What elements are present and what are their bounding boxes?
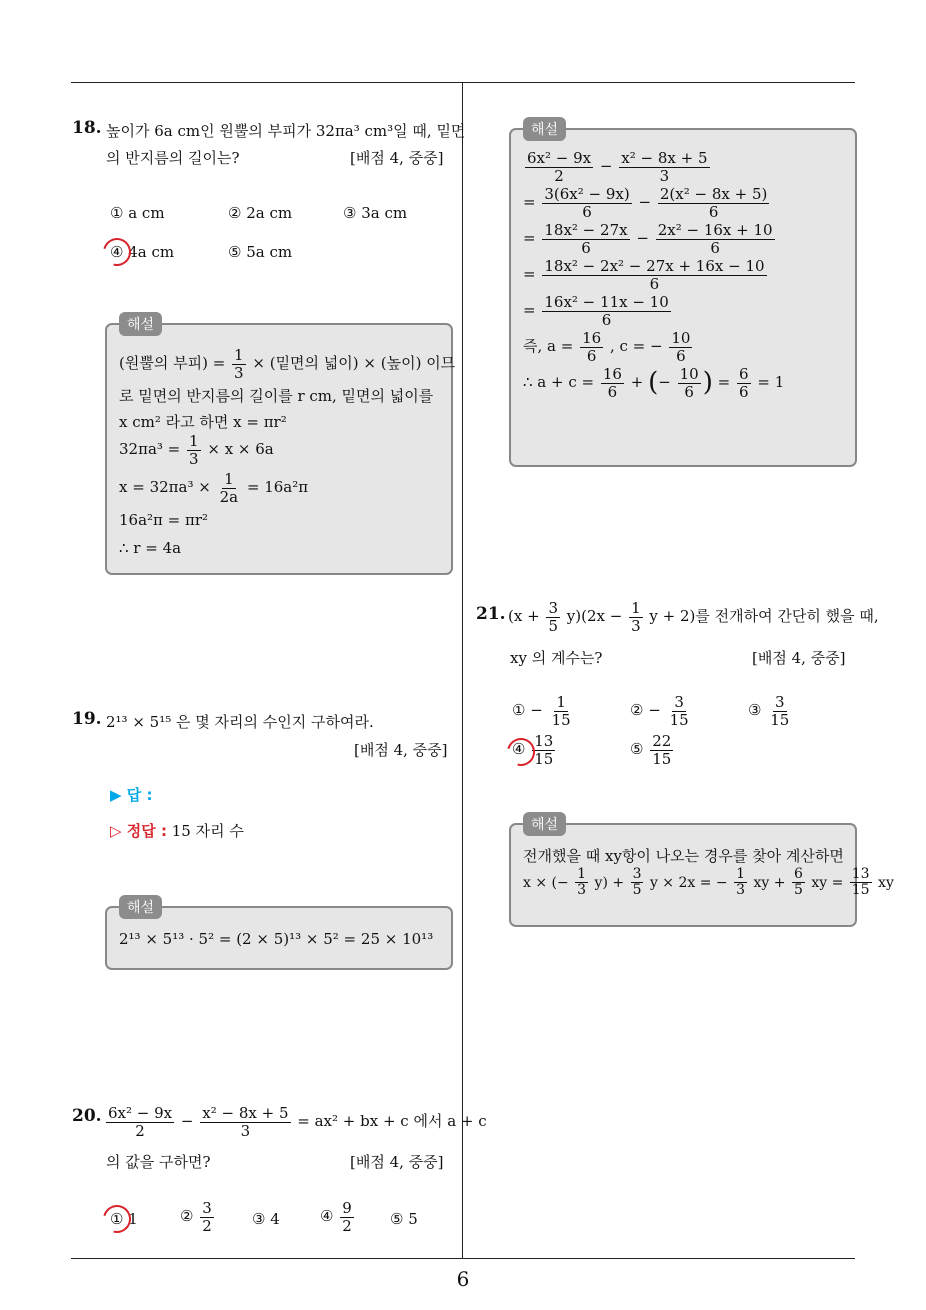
fraction: $\frac{3}{15}$ [770, 693, 790, 729]
top-rule [71, 82, 855, 83]
q18-choice-4[interactable]: ④ 4a cm [110, 243, 175, 261]
fraction: $\frac{3}{5}$ [632, 866, 642, 899]
column-divider [462, 82, 463, 1258]
fraction: $\frac{1}{3}$ [631, 599, 641, 635]
fraction: $\frac{3}{5}$ [548, 599, 558, 635]
q21-choice-2[interactable]: ② − $\frac{3}{15}$ [630, 693, 689, 729]
q18-choice-3[interactable]: ③ 3a cm [343, 204, 408, 222]
fraction: $\frac{3}{15}$ [669, 693, 689, 729]
fraction: $\frac{3}{2}$ [202, 1199, 212, 1235]
fraction: $\frac{1}{3}$ [189, 432, 199, 468]
fraction: $\frac{6}{6}$ [739, 365, 749, 401]
page-number: 6 [456, 1267, 470, 1291]
q18-choice-5[interactable]: ⑤ 5a cm [228, 243, 293, 261]
fraction: $\frac{\text{2(x² − 8x + 5)}}{6}$ [659, 185, 768, 221]
fraction: $\frac{\text{2x² − 16x + 10}}{6}$ [657, 221, 773, 257]
fraction: $\frac{\text{6x² − 9x}}{2}$ [108, 1104, 173, 1140]
fraction: $\frac{6}{5}$ [793, 866, 803, 899]
fraction: $\frac{16}{6}$ [602, 365, 622, 401]
fraction: $\frac{\text{6x² − 9x}}{2}$ [527, 149, 592, 185]
q21-solution-box [509, 817, 894, 927]
q21-choice-5[interactable]: ⑤ $\frac{22}{15}$ [630, 732, 672, 768]
q19-correct-value: 15 자리 수 [171, 822, 244, 840]
q21-stem-line2: xy 의 계수는? [510, 649, 603, 667]
q18-sol-line2: 로 밑면의 반지름의 길이를 r cm, 밑면의 넓이를 [119, 387, 434, 405]
q19-solution-box [105, 900, 453, 970]
fraction: $\frac{22}{15}$ [652, 732, 672, 768]
q20-sol-line7: ∴ a + c = $\frac{16}{6}$ + (− $\frac{10}{6}$ ) = $\frac{6}{6}$ = 1 [523, 365, 785, 401]
q18-sol-line7: ∴ r = 4a [119, 539, 182, 557]
q20-sol-line5: = $\frac{\text{16x² − 11x − 10}}{6}$ [523, 293, 669, 329]
fraction: $\frac{1}{3}$ [234, 346, 244, 382]
q19-sol-line1: 2¹³ × 5¹³ · 5² = (2 × 5)¹³ × 5² = 25 × 10¹³ [119, 930, 434, 948]
q18-number: 18. [72, 118, 102, 138]
q20-stem-line2: 의 값을 구하면? [106, 1153, 211, 1171]
q19-number: 19. [72, 709, 102, 729]
q18-sol-line1: (원뿔의 부피) = $\frac{1}{3}$ × (밑면의 넓이) × (높이) 이므 [119, 346, 456, 382]
q19-correct-label: ▷ 정답 : [110, 822, 167, 840]
q20-choice-1[interactable]: ① 1 [110, 1210, 138, 1228]
q20-sol-line1: $\frac{\text{6x² − 9x}}{2}$ − $\frac{\text{x² − 8x + 5}}{3}$ [527, 149, 708, 185]
fraction: $\frac{13}{15}$ [534, 732, 554, 768]
q21-stem-line1: (x + $\frac{3}{5}$ y)(2x − $\frac{1}{3}$ y + 2)를 전개하여 간단히 했을 때, [508, 599, 879, 635]
q19-solution-tag: 해설 [119, 895, 162, 919]
q20-choice-3[interactable]: ③ 4 [252, 1210, 280, 1228]
q18-choice-1[interactable]: ① a cm [110, 204, 165, 222]
fraction: $\frac{10}{6}$ [679, 365, 699, 401]
q18-stem-line1: 높이가 6a cm인 원뿔의 부피가 32πa³ cm³일 때, 밑면 [106, 122, 466, 140]
q21-choice-3[interactable]: ③ $\frac{3}{15}$ [748, 693, 790, 729]
q18-sol-line4: 32πa³ = $\frac{1}{3}$ × x × 6a [119, 432, 274, 468]
fraction: $\frac{10}{6}$ [671, 329, 691, 365]
q20-choice-4[interactable]: ④ $\frac{9}{2}$ [320, 1199, 352, 1235]
q21-solution-tag: 해설 [523, 812, 566, 836]
q20-answer-mark [98, 1200, 136, 1238]
q21-choice-4[interactable]: ④ $\frac{13}{15}$ [512, 732, 554, 768]
fraction: $\frac{\text{16x² − 11x − 10}}{6}$ [544, 293, 669, 329]
fraction: $\frac{\text{18x² − 2x² − 27x + 16x − 10}}{6}$ [544, 257, 765, 293]
q21-sol-line2: x × (− $\frac{1}{3}$ y) + $\frac{3}{5}$ y × 2x = − $\frac{1}{3}$ xy + $\frac{6}{5}$ xy = $\frac{13}{15}$ xy [523, 866, 894, 899]
q20-sol-line2: = $\frac{\text{3(6x² − 9x)}}{6}$ − $\frac{\text{2(x² − 8x + 5)}}{6}$ [523, 185, 768, 221]
q18-answer-mark [98, 233, 136, 271]
q18-points: [배점 4, 중중] [350, 149, 444, 167]
fraction: $\frac{1}{3}$ [736, 866, 746, 899]
fraction: $\frac{9}{2}$ [342, 1199, 352, 1235]
fraction: $\frac{\text{18x² − 27x}}{6}$ [544, 221, 628, 257]
q20-sol-line3: = $\frac{\text{18x² − 27x}}{6}$ − $\frac{\text{2x² − 16x + 10}}{6}$ [523, 221, 773, 257]
fraction: $\frac{13}{15}$ [851, 866, 870, 899]
q20-stem-line1: $\frac{\text{6x² − 9x}}{2}$ − $\frac{\text{x² − 8x + 5}}{3}$ = ax² + bx + c 에서 a + c [108, 1104, 487, 1140]
q20-solution-tag: 해설 [523, 117, 566, 141]
q19-answer-label: ▶ 답 : [110, 786, 153, 804]
q18-sol-line6: 16a²π = πr² [119, 511, 209, 529]
fraction: $\frac{\text{3(6x² − 9x)}}{6}$ [544, 185, 630, 221]
q19-points: [배점 4, 중중] [354, 741, 448, 759]
fraction: $\frac{1}{15}$ [551, 693, 571, 729]
q20-number: 20. [72, 1106, 102, 1126]
q18-sol-line5: x = 32πa³ × $\frac{1}{2a}$ = 16a²π [119, 470, 309, 506]
q18-solution-box [105, 317, 456, 575]
q20-solution-box [509, 122, 857, 467]
fraction: $\frac{\text{x² − 8x + 5}}{3}$ [202, 1104, 289, 1140]
q20-choice-2[interactable]: ② $\frac{3}{2}$ [180, 1199, 212, 1235]
q20-points: [배점 4, 중중] [350, 1153, 444, 1171]
bottom-rule [71, 1258, 855, 1259]
fraction: $\frac{1}{3}$ [577, 866, 587, 899]
q19-stem: 2¹³ × 5¹⁵ 은 몇 자리의 수인지 구하여라. [106, 713, 374, 731]
q19-correct-answer [110, 820, 244, 841]
q18-stem-line2: 의 반지름의 길이는? [106, 149, 240, 167]
q18-sol-line3: x cm² 라고 하면 x = πr² [119, 413, 287, 431]
fraction: $\frac{\text{x² − 8x + 5}}{3}$ [621, 149, 708, 185]
q21-sol-line1: 전개했을 때 xy항이 나오는 경우를 찾아 계산하면 [523, 847, 844, 865]
q20-sol-line4: = $\frac{\text{18x² − 2x² − 27x + 16x − 10}}{6}$ [523, 257, 765, 293]
fraction: $\frac{1}{2a}$ [219, 470, 239, 506]
q18-choice-2[interactable]: ② 2a cm [228, 204, 293, 222]
q18-solution-tag: 해설 [119, 312, 162, 336]
fraction: $\frac{16}{6}$ [582, 329, 602, 365]
q21-points: [배점 4, 중중] [752, 649, 846, 667]
q20-choice-5[interactable]: ⑤ 5 [390, 1210, 418, 1228]
q20-sol-line6: 즉, a = $\frac{16}{6}$ , c = − $\frac{10}{6}$ [523, 329, 691, 365]
q21-choice-1[interactable]: ① − $\frac{1}{15}$ [512, 693, 571, 729]
q21-number: 21. [476, 604, 506, 624]
